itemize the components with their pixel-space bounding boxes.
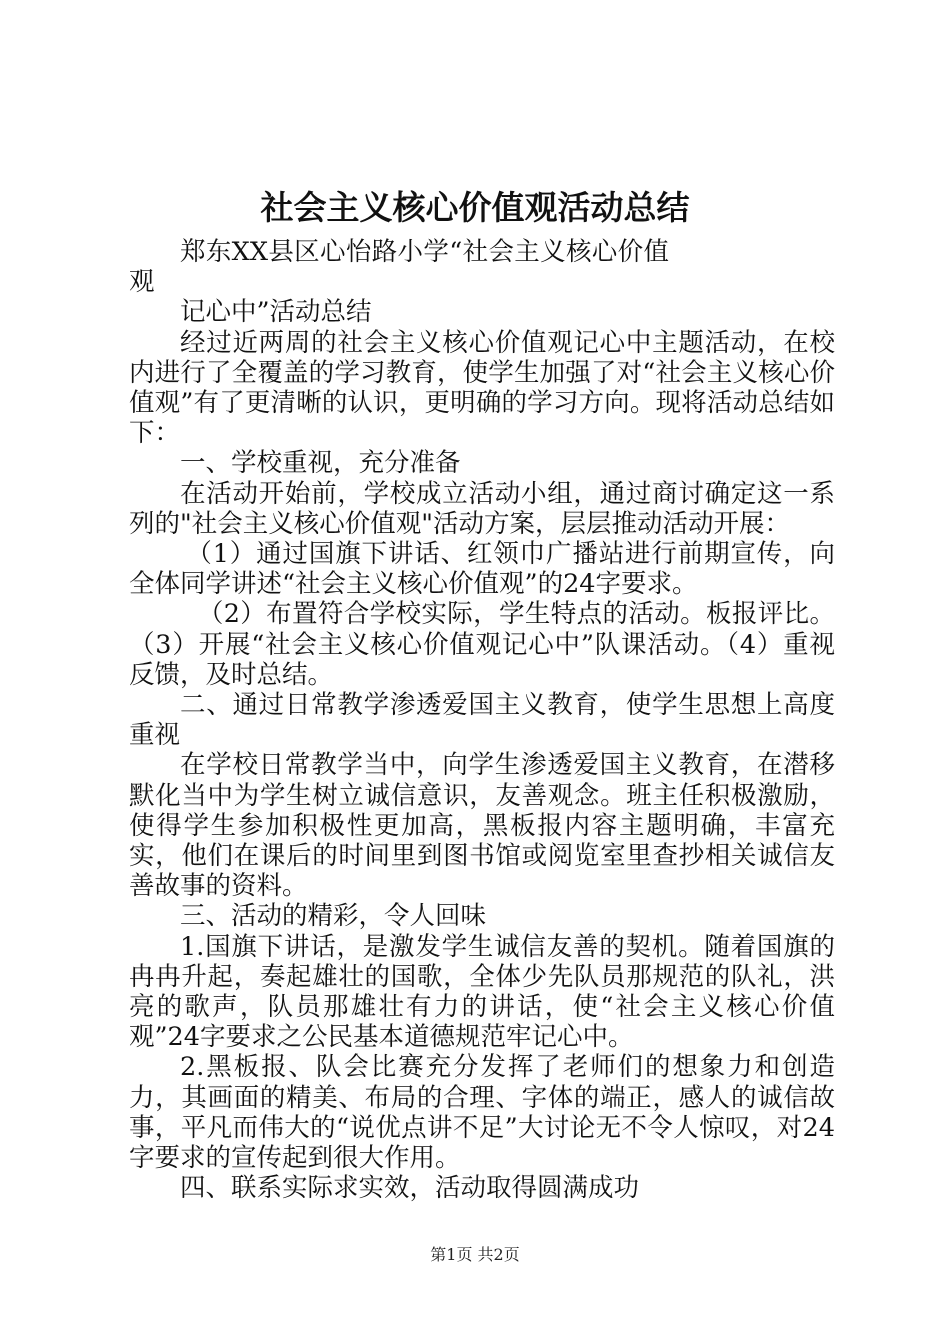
paragraph-intro: 经过近两周的社会主义核心价值观记心中主题活动，在校内进行了全覆盖的学习教育，使学生加强了对“社会主义核心价值观”有了更清晰的认识，更明确的学习方向。现将活动总结如下： bbox=[129, 327, 835, 449]
paragraph-item-flag-speech: 1.国旗下讲话，是激发学生诚信友善的契机。随着国旗的冉冉升起，奏起雄壮的国歌，全体少先队员那规范的队礼，洪亮的歌声，队员那雄壮有力的讲话，使“社会主义核心价值观”24字要求之公民基本道德规范牢记心中。 bbox=[129, 931, 835, 1053]
section-heading-2: 二、通过日常教学渗透爱国主义教育，使学生思想上高度重视 bbox=[129, 690, 835, 751]
section-heading-4: 四、联系实际求实效，活动取得圆满成功 bbox=[180, 1173, 640, 1204]
page-footer: 第1页 共2页 bbox=[430, 1245, 520, 1264]
paragraph-section-1: 在活动开始前，学校成立活动小组，通过商讨确定这一系列的"社会主义核心价值观"活动方案，层层推动活动开展： bbox=[129, 478, 835, 539]
section-heading-3: 三、活动的精彩，令人回味 bbox=[180, 901, 487, 932]
paragraph-item-blackboard: 2.黑板报、队会比赛充分发挥了老师们的想象力和创造力，其画面的精美、布局的合理、字体的端正，感人的诚信故事，平凡而伟大的“说优点讲不足”大讨论无不令人惊叹，对24字要求的宣传起到很大作用。 bbox=[129, 1052, 835, 1174]
document-body bbox=[129, 237, 835, 1204]
section-heading-1: 一、学校重视，充分准备 bbox=[180, 448, 461, 479]
list-item-1: （1）通过国旗下讲话、红领巾广播站进行前期宣传，向全体同学讲述“社会主义核心价值观”的24字要求。 bbox=[129, 539, 835, 600]
list-item-2-4: （2）布置符合学校实际，学生特点的活动。板报评比。（3）开展“社会主义核心价值观记心中”队课活动。（4）重视反馈，及时总结。 bbox=[129, 599, 835, 690]
subtitle-line-2: 记心中”活动总结 bbox=[180, 297, 372, 328]
document-title: 社会主义核心价值观活动总结 bbox=[260, 188, 690, 227]
subtitle-line-1: 郑东XX县区心怡路小学“社会主义核心价值观 bbox=[129, 237, 669, 298]
paragraph-section-2: 在学校日常教学当中，向学生渗透爱国主义教育，在潜移默化当中为学生树立诚信意识，友善观念。班主任积极激励，使得学生参加积极性更加高，黑板报内容主题明确，丰富充实，他们在课后的时间里到图书馆或阅览室里查抄相关诚信友善故事的资料。 bbox=[129, 750, 835, 902]
